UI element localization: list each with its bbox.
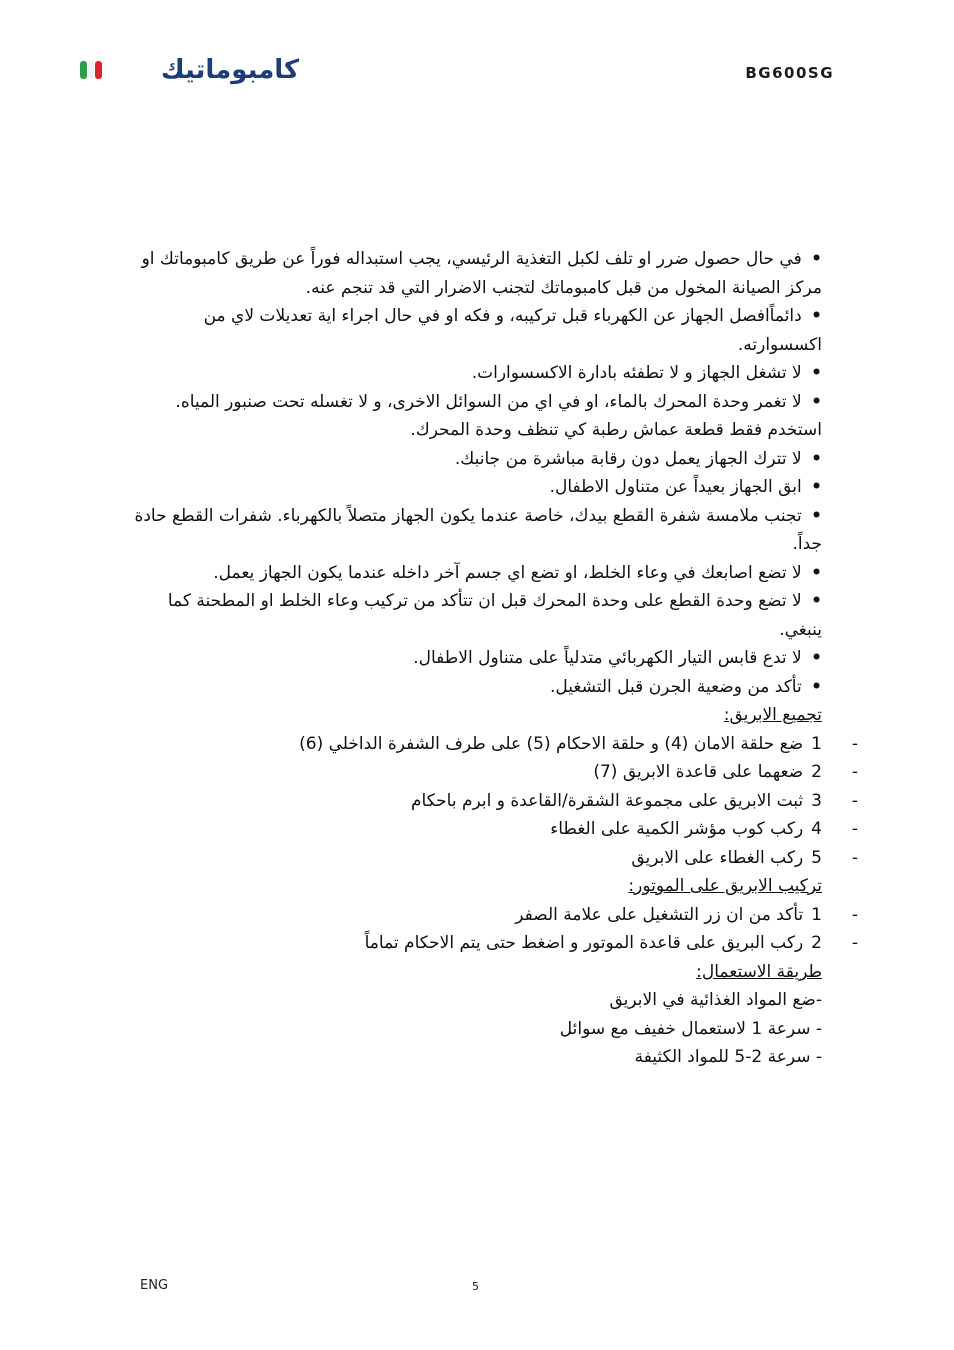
bullet-icon: •	[811, 391, 822, 412]
dash-marker: -	[851, 733, 858, 754]
bullet-icon: •	[811, 477, 822, 497]
safety-list	[130, 245, 830, 701]
bullet-icon: •	[811, 562, 822, 583]
safety-item: • لا تترك الجهاز يعمل دون رقابة مباشرة من جانبك.	[454, 448, 822, 469]
safety-item: • دائماًافصل الجهاز عن الكهرباء قبل تركيبه، و فكه او في حال اجراء اية تعديلات لاي من اكسسوارته.	[203, 306, 822, 355]
usage-item: - سرعة 2-5 للمواد الكثيفة	[634, 1047, 822, 1067]
instructions-body	[130, 245, 858, 1072]
assembly-heading: تجميع الابريق:	[723, 705, 822, 725]
mounting-step: - 1تأكد من ان زر التشغيل على علامة الصفر	[130, 901, 830, 930]
bullet-icon: •	[811, 505, 822, 526]
assembly-step: - 3ثبت الابريق على مجموعة الشقرة/القاعدة و ابرم باحكام	[130, 787, 830, 816]
model-number: BG600SG	[745, 64, 834, 82]
dash-marker: -	[851, 904, 858, 925]
safety-item: • ابق الجهاز بعيداً عن متناول الاطفال.	[549, 477, 822, 497]
usage-heading: طريقة الاستعمال:	[696, 961, 822, 982]
dash-marker: -	[851, 790, 858, 811]
bullet-icon: •	[811, 306, 822, 326]
bullet-icon: •	[811, 363, 822, 383]
flag-stripe-red	[95, 61, 102, 79]
safety-item: • تأكد من وضعية الجرن قبل التشغيل.	[549, 676, 822, 697]
safety-item: • لا تشغل الجهاز و لا تطفئه بادارة الاكسسوارات.	[471, 363, 822, 383]
dash-marker: -	[851, 933, 858, 953]
bullet-icon: •	[811, 676, 822, 697]
safety-item: • لا تغمر وحدة المحرك بالماء، او في اي من السوائل الاخرى، و لا تغسله تحت صنبور المياه. استخدم فقط قطعة عماش رطبة كي تنظف وحدة المحرك.	[175, 391, 822, 440]
brand-logo	[80, 55, 350, 86]
assembly-step: - 4ركب كوب مؤشر الكمية على الغطاء	[130, 815, 830, 844]
safety-item: • تجنب ملامسة شفرة القطع بيدك، خاصة عندما يكون الجهاز متصلاً بالكهرباء. شفرات القطع حادة جداً.	[134, 505, 822, 554]
dash-marker: -	[851, 819, 858, 839]
bullet-icon: •	[811, 448, 822, 469]
flag-stripe-white	[88, 61, 95, 79]
page-number: 5	[472, 1280, 479, 1293]
usage-list	[130, 986, 830, 1072]
usage-item: - سرعة 1 لاستعمال خفيف مع سوائل	[559, 1018, 822, 1039]
bullet-icon: •	[811, 591, 822, 611]
mounting-heading: تركيب الابريق على الموتور:	[628, 876, 822, 896]
dash-marker: -	[851, 762, 858, 782]
language-label: ENG	[140, 1278, 169, 1293]
bullet-icon: •	[811, 648, 822, 668]
safety-item: • لا تضع اصابعك في وعاء الخلط، او تضع اي جسم آخر داخله عندما يكون الجهاز يعمل.	[213, 562, 822, 583]
mounting-step: - 2ركب البريق على قاعدة الموتور و اضغط حتى يتم الاحكام تماماً	[130, 929, 830, 958]
assembly-step: - 5ركب الغطاء على الابريق	[130, 844, 830, 873]
assembly-steps	[130, 730, 858, 873]
assembly-step: - 2ضعهما على قاعدة الابريق (7)	[130, 758, 830, 787]
brand-logo-text: كامبوماتيك	[160, 55, 300, 85]
assembly-step: - 1ضع حلقة الامان (4) و حلقة الاحكام (5) على طرف الشفرة الداخلي (6)	[130, 730, 830, 759]
mounting-steps	[130, 901, 858, 958]
safety-item: • لا تدع قابس التيار الكهربائي متدلياً على متناول الاطفال.	[413, 648, 822, 668]
safety-item: • لا تضع وحدة القطع على وحدة المحرك قبل ان تتأكد من تركيب وعاء الخلط او المطحنة كما ينبغي.	[167, 591, 822, 640]
safety-item: • في حال حصول ضرر او تلف لكبل التغذية الرئيسي، يجب استبداله فوراً عن طريق كامبوماتك او مركز الصيانة المخول من قبل كامبوماتك لتجنب الاضرار التي قد تنجم عنه.	[141, 249, 822, 298]
flag-icon	[80, 61, 102, 79]
bullet-icon: •	[811, 249, 822, 269]
flag-stripe-green	[80, 61, 87, 79]
usage-item: -ضع المواد الغذائية في الابريق	[609, 990, 822, 1010]
dash-marker: -	[851, 847, 858, 868]
